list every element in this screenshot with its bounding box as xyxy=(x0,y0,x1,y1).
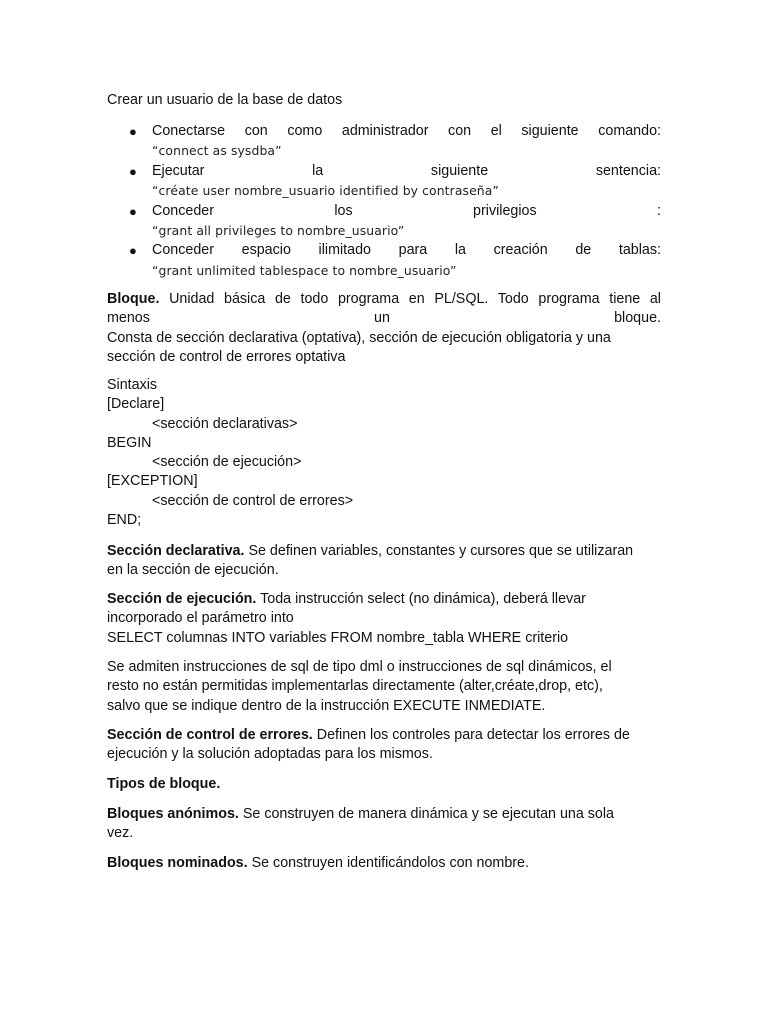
text-line: Unidad básica de todo programa en PL/SQL. Todo programa tiene al xyxy=(169,291,661,307)
text-line: Consta de sección declarativa (optativa), sección de ejecución obligatoria y una xyxy=(107,329,611,346)
bullet-text: Conectarse con como administrador con el siguiente comando: xyxy=(152,123,661,139)
term-declarativa: Sección declarativa. xyxy=(107,543,245,559)
syntax-block xyxy=(107,376,661,530)
term-tipos: Tipos de bloque. xyxy=(107,776,221,792)
text-line: Se construyen de manera dinámica y se ejecutan una sola xyxy=(242,806,615,822)
syntax-declare: [Declare] xyxy=(107,396,165,413)
command-code: “grant all privileges to nombre_usuario” xyxy=(152,222,405,238)
bullet-text: Conceder espacio ilimitado para la creación de tablas: xyxy=(152,242,661,259)
bullet-text: Ejecutar la siguiente sentencia: xyxy=(152,162,661,179)
bullet-icon: ● xyxy=(129,163,137,179)
text-line: salvo que se indique dentro de la instrucción EXECUTE INMEDIATE. xyxy=(107,697,546,714)
text-line: incorporado el parámetro into xyxy=(107,610,294,627)
syntax-end: END; xyxy=(107,512,142,529)
text-line: Se admiten instrucciones de sql de tipo dml o instrucciones de sql dinámicos, el xyxy=(107,659,612,675)
syntax-exception: [EXCEPTION] xyxy=(107,473,198,490)
text-line: resto no están permitidas implementarlas directamente (alter,créate,drop, etc), xyxy=(107,678,603,695)
section-heading: Crear un usuario de la base de datos xyxy=(107,92,343,108)
syntax-begin: BEGIN xyxy=(107,434,152,451)
text-line: Toda instrucción select (no dinámica), deberá llevar xyxy=(260,591,586,607)
syntax-title: Sintaxis xyxy=(107,377,158,393)
command-code: “connect as sysdba” xyxy=(152,143,282,159)
declarativa-paragraph xyxy=(107,542,661,581)
syntax-err-section: <sección de control de errores> xyxy=(152,492,354,509)
bullet-icon: ● xyxy=(129,243,137,259)
text-line: ejecución y la solución adoptadas para los mismos. xyxy=(107,746,433,763)
text-line: SELECT columnas INTO variables FROM nombre_tabla WHERE criterio xyxy=(107,629,569,646)
admiten-paragraph xyxy=(107,658,661,716)
bullet-text: Conceder los privilegios : xyxy=(152,202,661,219)
text-line: vez. xyxy=(107,825,134,842)
list-item xyxy=(107,122,661,160)
steps-list xyxy=(107,122,661,281)
text-line: Definen los controles para detectar los errores de xyxy=(316,727,630,743)
ejecucion-paragraph xyxy=(107,590,661,648)
tipos-heading xyxy=(107,775,661,794)
list-item xyxy=(107,241,661,279)
term-control: Sección de control de errores. xyxy=(107,727,313,743)
term-nominados: Bloques nominados. xyxy=(107,855,248,871)
syntax-decl-section: <sección declarativas> xyxy=(152,415,298,432)
nominados-paragraph xyxy=(107,854,661,873)
text-line: en la sección de ejecución. xyxy=(107,562,279,579)
text-line: sección de control de errores optativa xyxy=(107,348,346,365)
term-bloque: Bloque. xyxy=(107,291,160,307)
command-code: “grant unlimited tablespace to nombre_usuario” xyxy=(152,262,457,278)
syntax-exec-section: <sección de ejecución> xyxy=(152,454,302,471)
command-code: “créate user nombre_usuario identified by contraseña” xyxy=(152,183,499,199)
text-line: Se definen variables, constantes y cursores que se utilizaran xyxy=(248,543,634,559)
term-ejecucion: Sección de ejecución. xyxy=(107,591,257,607)
list-item xyxy=(107,202,661,240)
text-line: menos un bloque. xyxy=(107,310,661,327)
control-paragraph xyxy=(107,726,661,765)
term-anonimos: Bloques anónimos. xyxy=(107,806,239,822)
bullet-icon: ● xyxy=(129,203,137,219)
text-line: Se construyen identificándolos con nombre. xyxy=(251,855,529,871)
bloque-paragraph xyxy=(107,290,661,367)
list-item xyxy=(107,162,661,200)
bullet-icon: ● xyxy=(129,124,137,139)
anonimos-paragraph xyxy=(107,805,661,844)
